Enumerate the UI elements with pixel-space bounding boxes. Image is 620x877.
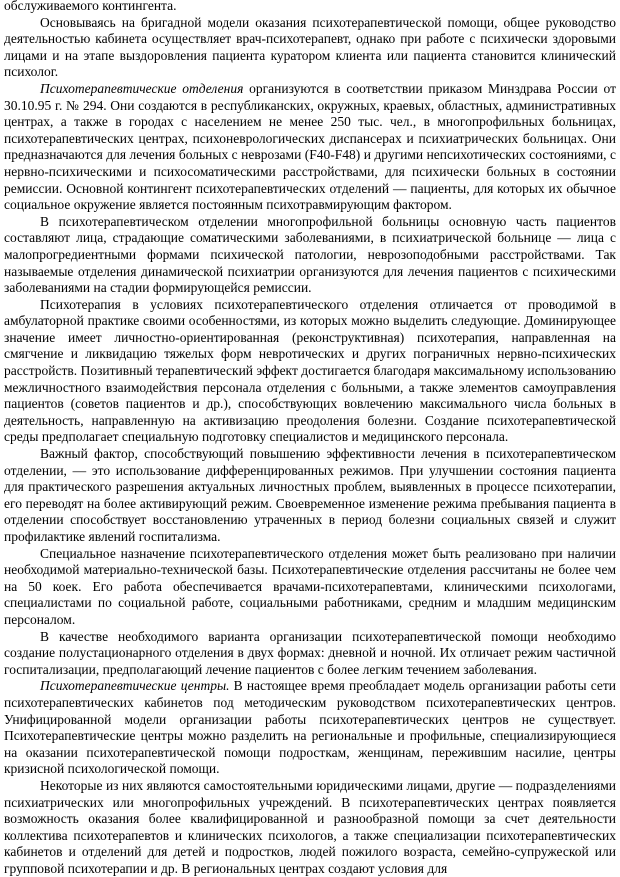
paragraph-material-base: Специальное назначение психотерапевтического отделения может быть реализовано при наличии необходимой материально-технической базы. Психотерапевтические отделения рассчитаны не более чем на 50 коек. Его работа обеспечивается врачами-психотерапевтами, клиническими психологами, специалистами по социальной работе, социальными работниками, средним и младшим медицинским персоналом.: [4, 545, 616, 627]
paragraph-multiprofile-hospital: В психотерапевтическом отделении многопрофильной больницы основную часть пациентов составляют лица, страдающие соматическими заболеваниями, в психиатрической больнице — лица с малопрогредиентными формами психической патологии, неврозоподобными расстройствами. Так называемые отделения динамической психиатрии организуются для лечения пациентов с психическими заболеваниями на стадии формирующейся ремиссии.: [4, 213, 616, 296]
paragraph-centers-text: В настоящее время преобладает модель организации работы сети психотерапевтических кабинетов под методическим руководством психотерапевтических центров. Унифицированной модели организации работы психотерапевтических центров не существует. Психотерапевтические центры можно разделить на региональные и профильные, специализирующиеся на оказании психотерапевтической помощи подросткам, женщинам, пережившим насилие, центры кризисной психологической помощи.: [4, 678, 616, 777]
term-departments: Психотерапевтические отделения: [40, 80, 244, 96]
paragraph-differentiated-regimes: Важный фактор, способствующий повышению эффективности лечения в психотерапевтическом отделении, — это использование дифференцированных режимов. При улучшении состояния пациента для практического разрешения актуальных личностных проблем, выявленных в процессе психотерапии, его переводят на более активирующий режим. Своевременное изменение режима пребывания пациента в отделении способствует восстановлению утраченных в период болезни социальных связей и служит профилактике явлений госпитализма.: [4, 446, 616, 544]
paragraph-centers: [4, 678, 616, 778]
paragraph-contingent-end: обслуживаемого контингента.: [4, 0, 177, 13]
paragraph-department-psychotherapy: Психотерапия в условиях психотерапевтического отделения отличается от проводимой в амбулаторной практике своими особенностями, из которых можно выделить следующие. Доминирующее значение имеет личностно-ориентированная (реконструктивная) психотерапия, направленная на смягчение и ликвидацию тяжелых форм невротических и других пограничных нервно-психических расстройств. Позитивный терапевтический эффект достигается благодаря максимальному использованию межличностного взаимодействия персонала отделения с больными, а также элементов самоуправления пациентов (советов пациентов и др.), способствующих вовлечению максимального числа больных в деятельность, направленную на активизацию преодоления болезни. Создание психотерапевтической среды предполагает специальную подготовку специалистов и медицинского персонала.: [4, 296, 616, 445]
document-page: [4, 0, 616, 877]
paragraph-day-night-department: В качестве необходимого варианта организации психотерапевтической помощи необходимо создание полустационарного отделения в двух формах: дневной и ночной. Их отличает режим частичной госпитализации, предполагающий лечение пациентов с более легким течением заболевания.: [4, 628, 616, 677]
paragraph-departments-text: организуются в соответствии приказом Минздрава России от 30.10.95 г. № 294. Они создаются в республиканских, окружных, краевых, областных, административных центрах, а также в городах с населением не менее 250 тыс. чел., в многопрофильных больницах, психотерапевтических центрах, психоневрологических диспансерах и психиатрических больницах. Они предназначаются для лечения больных с неврозами (F40-F48) и другими непсихотических состояниями, с нервно-психическими и психосоматическими расстройствами, для психически больных в состоянии ремиссии. Основной контингент психотерапевтических отделений — пациенты, для которых их обычное социальное окружение является постоянным психотравмирующим фактором.: [4, 80, 616, 213]
term-centers: Психотерапевтические центры.: [40, 678, 230, 694]
paragraph-cabinet-management: Основываясь на бригадной модели оказания психотерапевтической помощи, общее руководство деятельностью кабинета осуществляет врач-психотерапевт, однако при работе с психически здоровыми лицами и на этапе выздоровления пациента куратором клиента или пациента становится клинический психолог.: [4, 14, 616, 80]
paragraph-legal-entities: Некоторые из них являются самостоятельными юридическими лицами, другие — подразделениями психиатрических или многопрофильных учреждений. В психотерапевтических центрах появляется возможность оказания более квалифицированной и разнообразной помощи за счет деятельности коллектива психотерапевтов и клинических психологов, а также специализации психотерапевтических кабинетов и отделений для детей и подростков, людей пожилого возраста, семейно-супружеской или групповой психотерапии и др. В региональных центрах создают условия для: [4, 777, 616, 876]
paragraph-departments: [4, 81, 616, 214]
